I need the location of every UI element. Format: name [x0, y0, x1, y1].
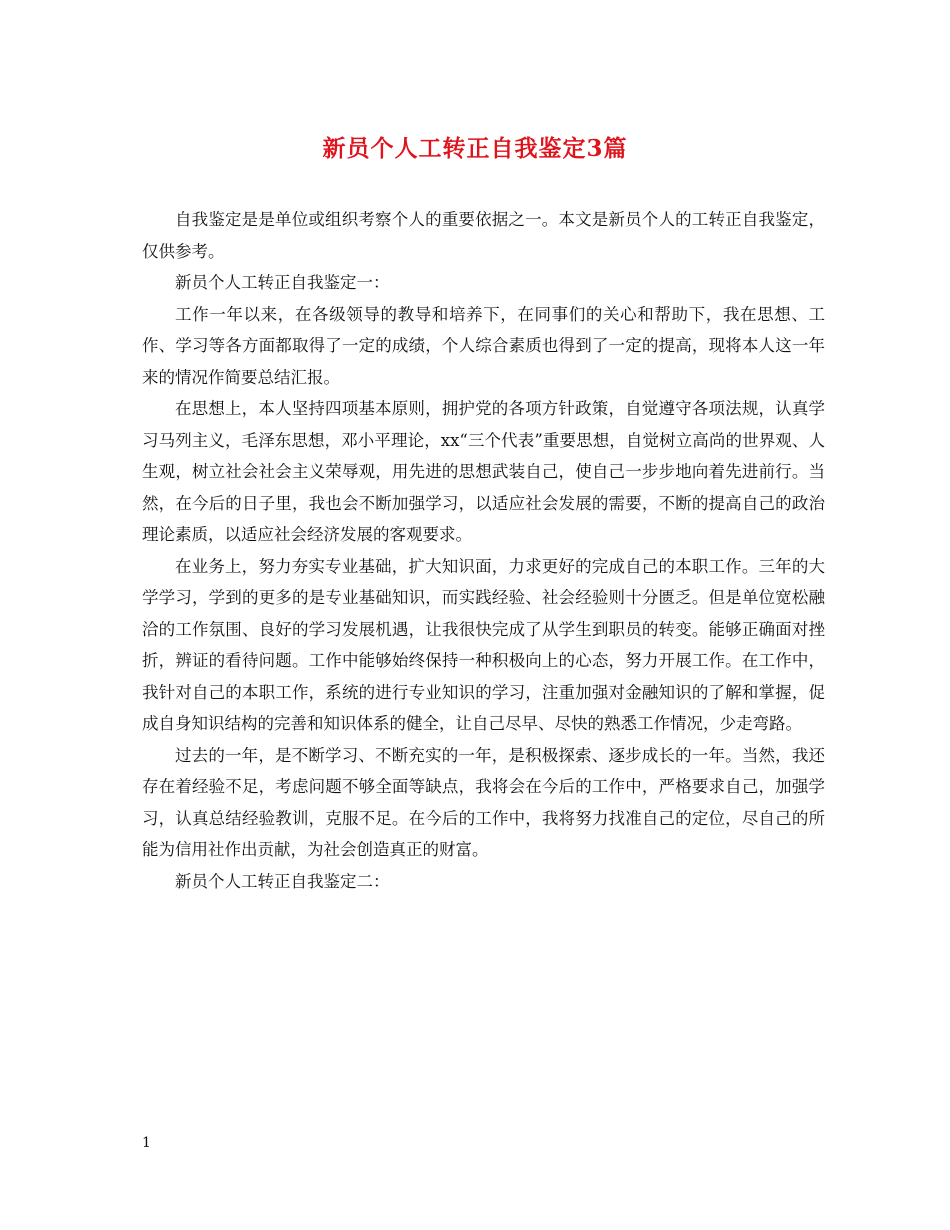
section-heading-two: 新员个人工转正自我鉴定二：	[175, 871, 390, 891]
document-body	[142, 204, 825, 897]
body-paragraph: 过去的一年，是不断学习、不断充实的一年，是积极探索、逐步成长的一年。当然，我还存在着经验不足，考虑问题不够全面等缺点，我将会在今后的工作中，严格要求自己，加强学习，认真总结经验教训，克服不足。在今后的工作中，我将努力找准自己的定位，尽自己的所能为信用社作出贡献，为社会创造真正的财富。	[142, 745, 825, 859]
body-paragraph: 在业务上，努力夯实专业基础，扩大知识面，力求更好的完成自己的本职工作。三年的大学学习，学到的更多的是专业基础知识，而实践经验、社会经验则十分匮乏。但是单位宽松融洽的工作氛围、良好的学习发展机遇，让我很快完成了从学生到职员的转变。能够正确面对挫折，辨证的看待问题。工作中能够始终保持一种积极向上的心态，努力开展工作。在工作中，我针对自己的本职工作，系统的进行专业知识的学习，注重加强对金融知识的了解和掌握，促成自身知识结构的完善和知识体系的健全，让自己尽早、尽快的熟悉工作情况，少走弯路。	[142, 556, 825, 733]
page-number: 1	[142, 1135, 151, 1151]
body-paragraph: 在思想上，本人坚持四项基本原则，拥护党的各项方针政策，自觉遵守各项法规，认真学习马列主义，毛泽东思想，邓小平理论，xx“三个代表”重要思想，自觉树立高尚的世界观、人生观，树立社会社会主义荣辱观，用先进的思想武装自己，使自己一步步地向着先进前行。当然，在今后的日子里，我也会不断加强学习，以适应社会发展的需要，不断的提高自己的政治理论素质，以适应社会经济发展的客观要求。	[142, 399, 825, 544]
page-title: 新员个人工转正自我鉴定3篇	[322, 135, 628, 162]
section-heading-one: 新员个人工转正自我鉴定一：	[175, 273, 390, 292]
body-paragraph: 工作一年以来，在各级领导的教导和培养下，在同事们的关心和帮助下，我在思想、工作、学习等各方面都取得了一定的成绩，个人综合素质也得到了一定的提高，现将本人这一年来的情况作简要总结汇报。	[142, 304, 825, 387]
intro-paragraph: 自我鉴定是是单位或组织考察个人的重要依据之一。本文是新员个人的工转正自我鉴定，仅供参考。	[142, 210, 825, 261]
